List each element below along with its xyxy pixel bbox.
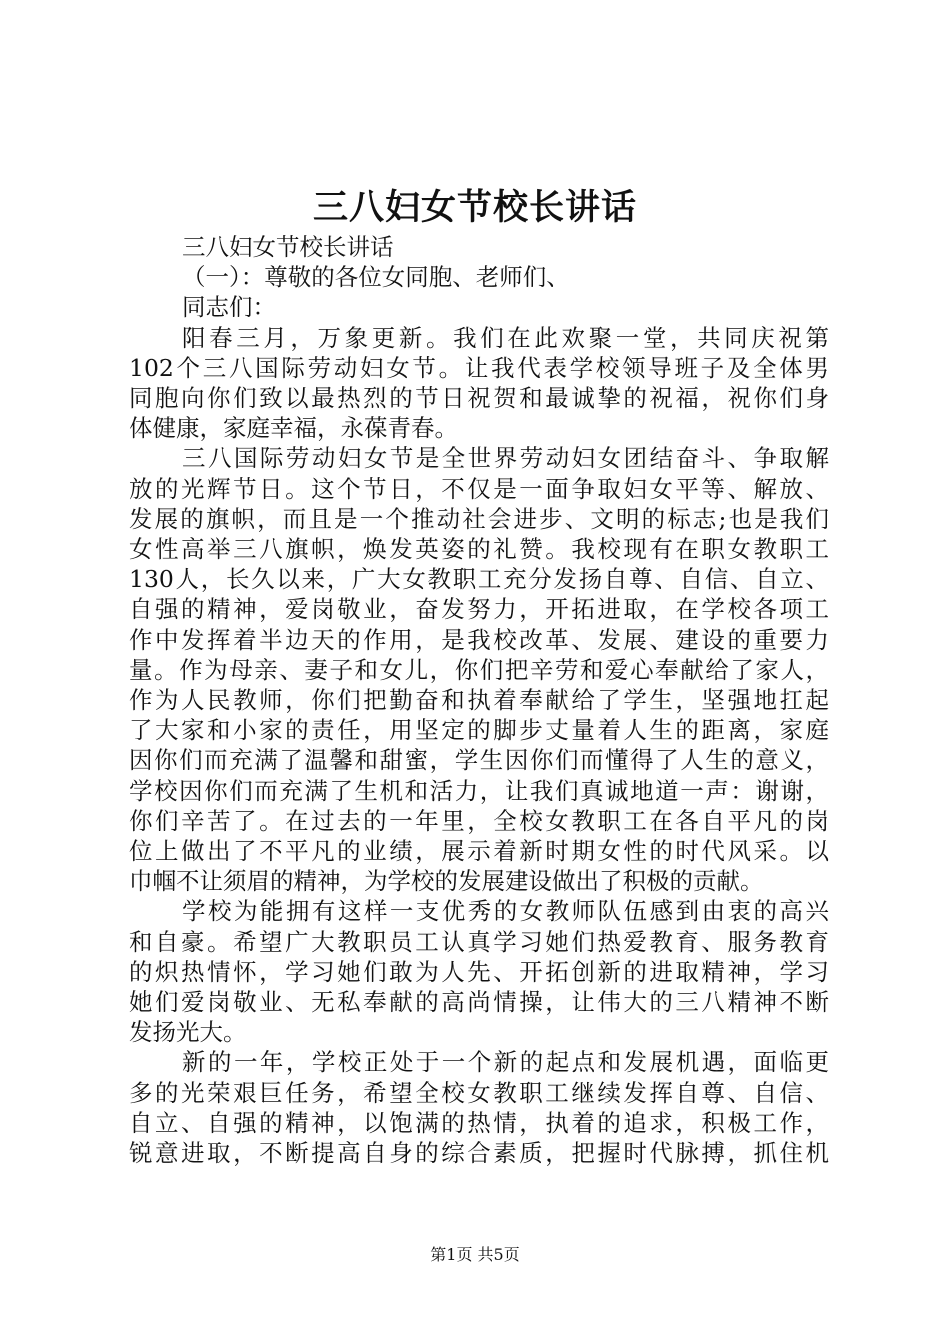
subtitle: 三八妇女节校长讲话 — [182, 233, 394, 261]
document-title: 三八妇女节校长讲话 — [312, 187, 637, 228]
paragraph-line: 学校为能拥有这样一支优秀的女教师队伍感到由衷的高兴 — [182, 897, 829, 926]
paragraph-4 — [129, 1047, 829, 1168]
paragraph-line: 了大家和小家的责任，用坚定的脚步丈量着人生的距离，家庭 — [129, 716, 829, 745]
paragraph-line: 同胞向你们致以最热烈的节日祝贺和最诚挚的祝福，祝你们身 — [129, 384, 829, 413]
paragraph-line: 130人，长久以来，广大女教职工充分发扬自尊、自信、自立、 — [129, 565, 829, 594]
paragraph-line: 和自豪。希望广大教职员工认真学习她们热爱教育、服务教育 — [129, 927, 829, 956]
paragraph-line: 体健康，家庭幸福，永葆青春。 — [129, 414, 458, 443]
paragraph-line: 放的光辉节日。这个节日，不仅是一面争取妇女平等、解放、 — [129, 474, 829, 503]
paragraph-line: 学校因你们而充满了生机和活力，让我们真诚地道一声：谢谢， — [129, 776, 829, 805]
salutation-line-1: （一）：尊敬的各位女同胞、老师们、 — [182, 263, 570, 292]
salutation-line-2: 同志们： — [182, 293, 276, 322]
paragraph-line: 作为人民教师，你们把勤奋和执着奉献给了学生，坚强地扛起 — [129, 686, 829, 715]
paragraph-line: 量。作为母亲、妻子和女儿，你们把辛劳和爱心奉献给了家人， — [129, 655, 829, 684]
paragraph-line: 自立、自强的精神，以饱满的热情，执着的追求，积极工作， — [129, 1108, 829, 1137]
paragraph-line: 发扬光大。 — [129, 1018, 247, 1047]
paragraph-line: 你们辛苦了。在过去的一年里，全校女教职工在各自平凡的岗 — [129, 806, 829, 835]
paragraph-line: 阳春三月，万象更新。我们在此欢聚一堂，共同庆祝第 — [182, 323, 829, 352]
paragraph-line: 作中发挥着半边天的作用，是我校改革、发展、建设的重要力 — [129, 625, 829, 654]
paragraph-2 — [129, 443, 829, 896]
paragraph-line: 三八国际劳动妇女节是全世界劳动妇女团结奋斗、争取解 — [182, 444, 829, 473]
paragraph-line: 的炽热情怀，学习她们敢为人先、开拓创新的进取精神，学习 — [129, 957, 829, 986]
paragraph-line: 自强的精神，爱岗敬业，奋发努力，开拓进取，在学校各项工 — [129, 595, 829, 624]
paragraph-line: 女性高举三八旗帜，焕发英姿的礼赞。我校现有在职女教职工 — [129, 535, 829, 564]
paragraph-line: 巾帼不让须眉的精神，为学校的发展建设做出了积极的贡献。 — [129, 867, 764, 896]
paragraph-3 — [129, 896, 829, 1047]
paragraph-line: 新的一年，学校正处于一个新的起点和发展机遇，面临更 — [182, 1048, 829, 1077]
paragraph-line: 102个三八国际劳动妇女节。让我代表学校领导班子及全体男 — [129, 353, 829, 382]
paragraph-line: 她们爱岗敬业、无私奉献的高尚情操，让伟大的三八精神不断 — [129, 988, 829, 1017]
page-number-footer: 第1页 共5页 — [430, 1245, 520, 1264]
paragraph-line: 因你们而充满了温馨和甜蜜，学生因你们而懂得了人生的意义， — [129, 746, 829, 775]
paragraph-line: 发展的旗帜，而且是一个推动社会进步、文明的标志;也是我们 — [129, 504, 829, 533]
paragraph-line: 位上做出了不平凡的业绩，展示着新时期女性的时代风采。以 — [129, 837, 829, 866]
paragraph-1 — [129, 323, 829, 444]
paragraph-line: 锐意进取，不断提高自身的综合素质，把握时代脉搏，抓住机 — [129, 1139, 829, 1168]
document-body — [129, 232, 829, 1168]
paragraph-line: 多的光荣艰巨任务，希望全校女教职工继续发挥自尊、自信、 — [129, 1078, 829, 1107]
